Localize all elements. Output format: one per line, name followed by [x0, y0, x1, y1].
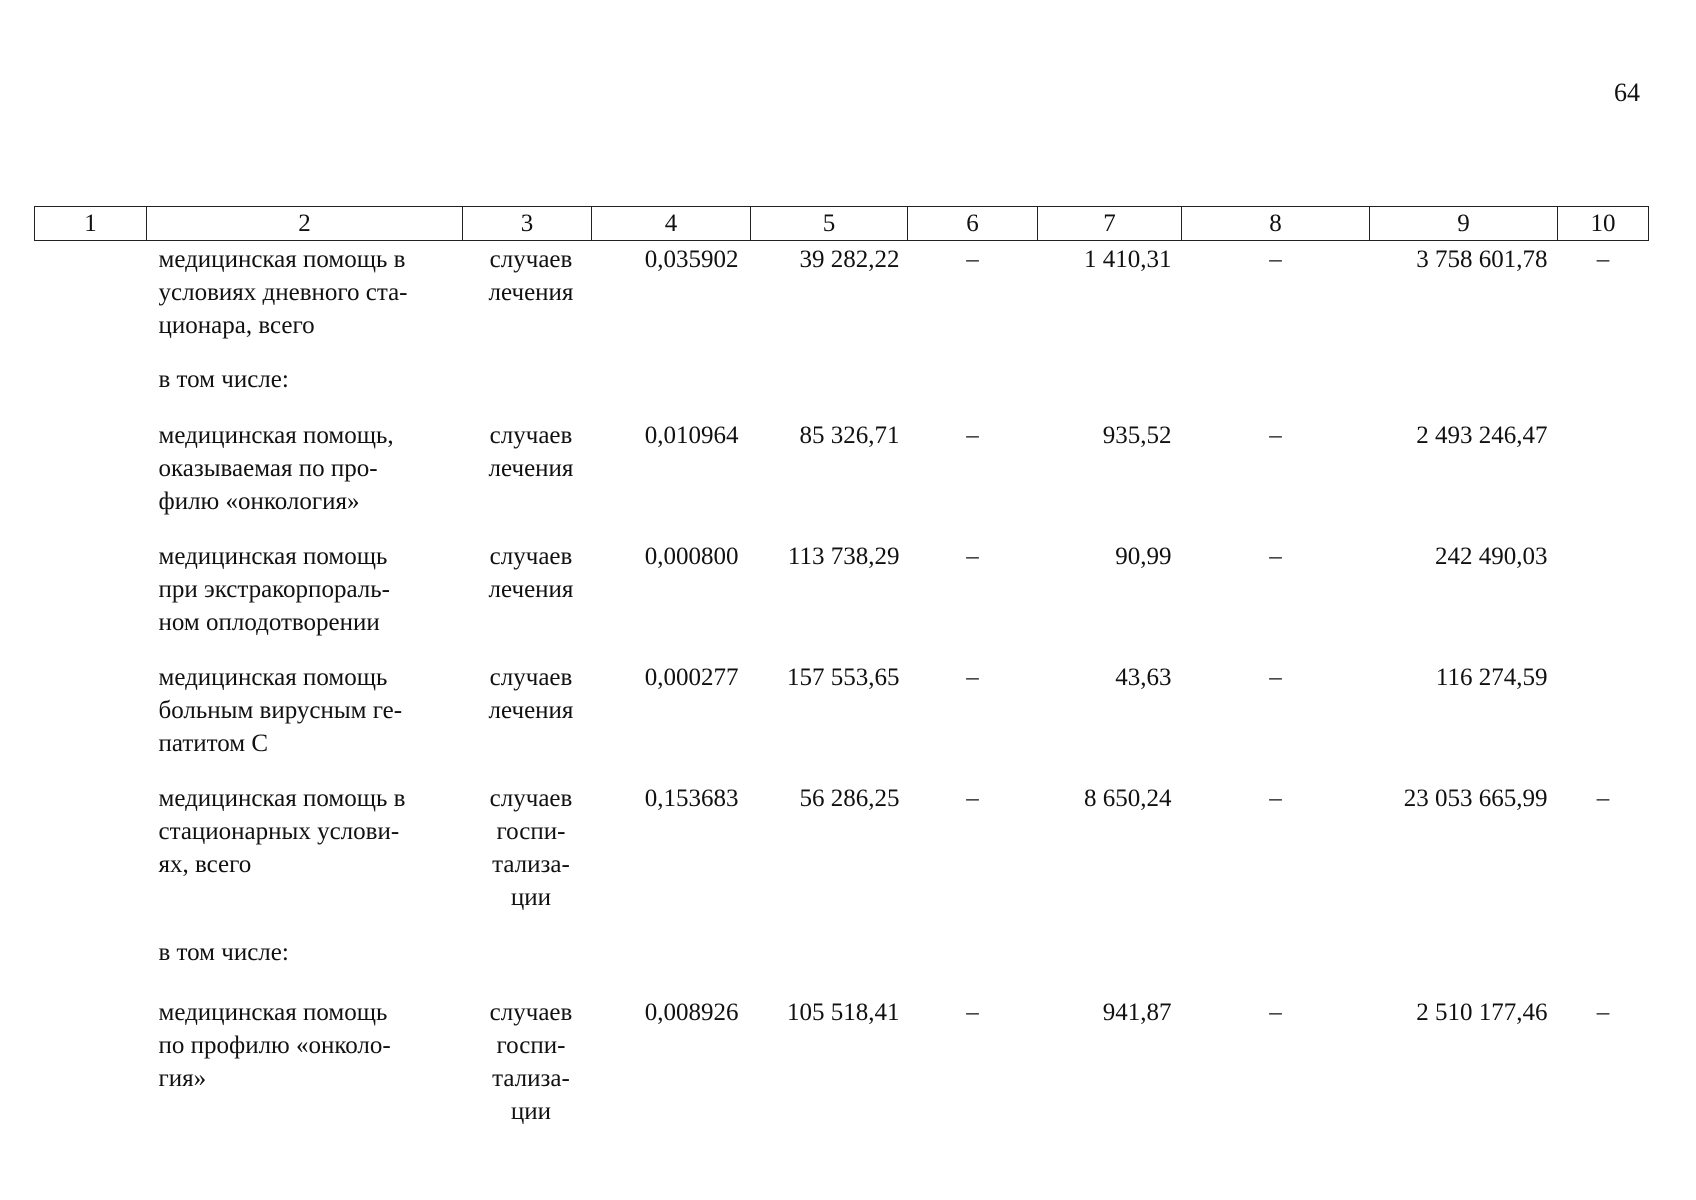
row-number-cell	[35, 782, 147, 936]
cost-cell: 105 518,41	[787, 998, 900, 1026]
value-cell-10: –	[1596, 246, 1610, 273]
value-cell-9: 23 053 665,99	[1403, 784, 1548, 812]
value-cell-9: 2 493 246,47	[1416, 421, 1548, 449]
unit-line: случаев	[489, 542, 573, 570]
value-cell-7: 8 650,24	[1084, 784, 1172, 812]
row-number-cell	[35, 936, 147, 996]
cost-cell: 113 738,29	[787, 542, 900, 570]
value-cell-10	[1558, 661, 1649, 782]
value-cell-10	[1558, 419, 1649, 540]
care-type-line: медицинская помощь,	[158, 421, 394, 449]
row-number-cell	[35, 363, 147, 419]
table-row	[35, 782, 1649, 936]
care-type-cell	[147, 661, 463, 782]
value-cell-6: –	[966, 998, 979, 1026]
unit-cell	[463, 996, 592, 1136]
column-header-5: 5	[751, 207, 908, 241]
care-type-line: ционара, всего	[158, 312, 315, 339]
row-number-cell	[35, 661, 147, 782]
value-cell-7: 43,63	[1115, 663, 1172, 691]
unit-line: случаев	[489, 663, 573, 691]
value-cell-9: 116 274,59	[1435, 663, 1548, 691]
care-type-line: медицинская помощь	[158, 542, 388, 570]
column-header-2: 2	[147, 207, 463, 241]
unit-line: ции	[510, 1097, 552, 1125]
unit-cell	[463, 241, 592, 363]
value-cell-8: –	[1269, 246, 1282, 273]
volume-cell: 0,010964	[644, 421, 739, 449]
unit-line: госпи-	[496, 817, 566, 845]
value-cell-7: 90,99	[1115, 542, 1172, 570]
value-cell-6: –	[966, 421, 979, 449]
unit-line: случаев	[489, 421, 573, 449]
value-cell-9: 3 758 601,78	[1416, 246, 1548, 273]
care-type-line: гия»	[158, 1064, 207, 1092]
unit-line: тализа-	[492, 850, 570, 878]
cost-cell: 56 286,25	[799, 784, 900, 812]
care-type-line: медицинская помощь	[158, 998, 388, 1026]
subheading-cell: в том числе:	[158, 938, 289, 966]
unit-line: лечения	[488, 279, 574, 306]
column-header-7: 7	[1038, 207, 1182, 241]
row-number-cell	[35, 996, 147, 1136]
care-type-line: при экстракорпораль-	[158, 575, 390, 603]
value-cell-9: 2 510 177,46	[1416, 998, 1548, 1026]
value-cell-7: 941,87	[1102, 998, 1172, 1026]
care-type-line: условиях дневного ста-	[158, 279, 408, 306]
table-row	[35, 419, 1649, 540]
value-cell-8: –	[1269, 784, 1282, 812]
row-number-cell	[35, 241, 147, 363]
column-header-3: 3	[463, 207, 592, 241]
table-row	[35, 241, 1649, 363]
subheading-row	[35, 936, 1649, 996]
care-type-line: медицинская помощь в	[158, 246, 406, 273]
page-number: 64	[1614, 78, 1640, 107]
column-header-6: 6	[908, 207, 1038, 241]
volume-cell: 0,000800	[644, 542, 739, 570]
column-header-8: 8	[1182, 207, 1370, 241]
care-type-line: больным вирусным ге-	[158, 696, 403, 724]
unit-cell	[463, 782, 592, 936]
unit-line: тализа-	[492, 1064, 570, 1092]
value-cell-8: –	[1269, 998, 1282, 1026]
volume-cell: 0,008926	[644, 998, 739, 1026]
subheading-row	[35, 363, 1649, 419]
care-type-line: медицинская помощь	[158, 663, 388, 691]
care-type-line: стационарных услови-	[158, 817, 400, 845]
value-cell-10: –	[1596, 998, 1610, 1026]
value-cell-8: –	[1269, 421, 1282, 449]
care-type-cell	[147, 782, 463, 936]
data-table	[34, 206, 1649, 1136]
care-type-cell	[147, 540, 463, 661]
care-type-line: ном оплодотворении	[158, 608, 380, 636]
column-header-9: 9	[1370, 207, 1558, 241]
column-number-header-row	[35, 207, 1649, 241]
care-type-cell	[147, 996, 463, 1136]
unit-line: лечения	[488, 454, 574, 482]
value-cell-7: 1 410,31	[1084, 246, 1172, 273]
volume-cell: 0,000277	[644, 663, 739, 691]
column-header-1: 1	[35, 207, 147, 241]
volume-cell: 0,153683	[644, 784, 739, 812]
unit-cell	[463, 661, 592, 782]
row-number-cell	[35, 540, 147, 661]
table-row	[35, 996, 1649, 1136]
care-type-line: медицинская помощь в	[158, 784, 406, 812]
care-type-line: патитом С	[158, 729, 268, 757]
care-type-line: по профилю «онколо-	[158, 1031, 391, 1059]
value-cell-8: –	[1269, 542, 1282, 570]
column-header-10: 10	[1558, 207, 1649, 241]
care-type-cell	[147, 419, 463, 540]
value-cell-6: –	[966, 663, 979, 691]
value-cell-10	[1558, 540, 1649, 661]
column-header-4: 4	[592, 207, 751, 241]
unit-line: случаев	[489, 784, 573, 812]
cost-cell: 157 553,65	[787, 663, 900, 691]
value-cell-6: –	[966, 784, 979, 812]
value-cell-6: –	[966, 542, 979, 570]
table-row	[35, 661, 1649, 782]
value-cell-10: –	[1596, 784, 1610, 812]
care-type-line: оказываемая по про-	[158, 454, 378, 482]
value-cell-8: –	[1269, 663, 1282, 691]
cost-cell: 39 282,22	[799, 246, 900, 273]
value-cell-7: 935,52	[1102, 421, 1172, 449]
subheading-cell: в том числе:	[158, 365, 289, 393]
cost-cell: 85 326,71	[799, 421, 900, 449]
unit-line: лечения	[488, 575, 574, 603]
unit-cell	[463, 540, 592, 661]
care-type-line: филю «онкология»	[158, 487, 360, 515]
row-number-cell	[35, 419, 147, 540]
unit-line: ции	[510, 883, 552, 911]
unit-line: случаев	[489, 246, 573, 273]
unit-cell	[463, 419, 592, 540]
value-cell-9: 242 490,03	[1435, 542, 1548, 570]
volume-cell: 0,035902	[644, 246, 739, 273]
unit-line: госпи-	[496, 1031, 566, 1059]
table-row	[35, 540, 1649, 661]
value-cell-6: –	[966, 246, 979, 273]
unit-line: лечения	[488, 696, 574, 724]
unit-line: случаев	[489, 998, 573, 1026]
care-type-cell	[147, 241, 463, 363]
care-type-line: ях, всего	[158, 850, 252, 878]
